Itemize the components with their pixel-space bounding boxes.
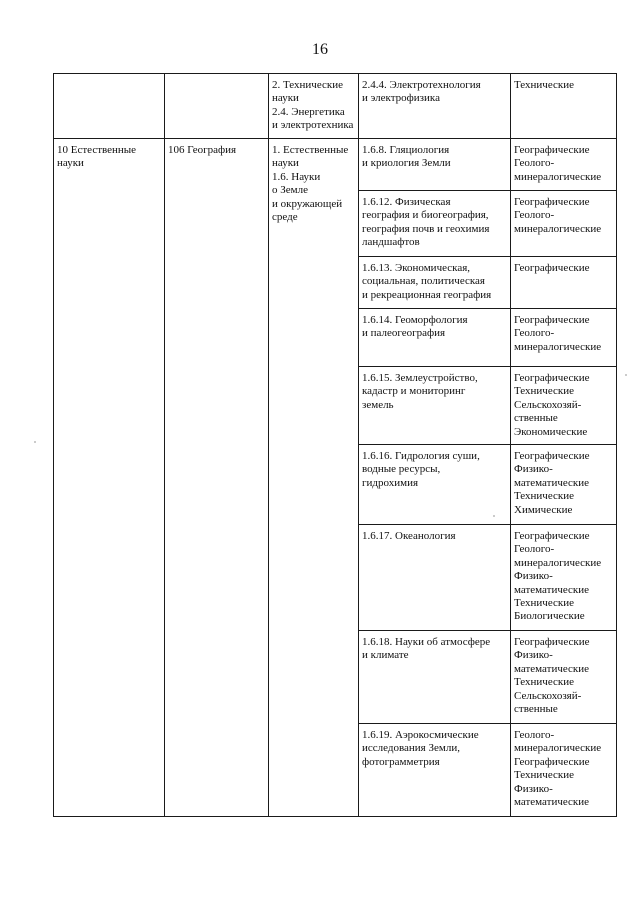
- fields-text: Технические: [514, 79, 574, 91]
- fields-cell: [511, 631, 617, 724]
- fields-text: Географические Технические Сельскохозяй- ственные Экономические: [514, 372, 590, 438]
- fields-cell: [511, 74, 617, 139]
- fields-text: Географические Физико- математические Технические Химические: [514, 450, 590, 516]
- area-text: 10 Естественные науки: [57, 144, 137, 170]
- fields-cell: [511, 445, 617, 525]
- table-row: [54, 74, 617, 139]
- group-text: 1. Естественные науки 1.6. Науки о Земле и окружающей среде: [272, 144, 349, 224]
- direction-text: 106 География: [168, 144, 237, 156]
- specialty-cell: [359, 724, 511, 817]
- specialty-text: 2.4.4. Электротехнология и электрофизика: [362, 79, 481, 105]
- specialties-table: [53, 73, 617, 817]
- fields-cell: [511, 139, 617, 191]
- page-number: 16: [312, 41, 328, 58]
- fields-cell: [511, 525, 617, 631]
- specialty-text: 1.6.15. Землеустройство, кадастр и мониторинг земель: [362, 372, 478, 411]
- specialty-cell: [359, 631, 511, 724]
- specialty-text: 1.6.14. Геоморфология и палеогеография: [362, 314, 468, 340]
- group-text: 2. Технические науки 2.4. Энергетика и электротехника: [272, 79, 354, 132]
- fields-cell: [511, 257, 617, 309]
- scan-speck: [493, 515, 495, 517]
- fields-cell: [511, 191, 617, 257]
- fields-text: Географические Геолого- минералогические: [514, 144, 602, 183]
- table-row: [54, 139, 617, 191]
- fields-text: Географические Физико- математические Технические Сельскохозяй- ственные: [514, 636, 590, 716]
- group-cell: [269, 139, 359, 817]
- specialty-cell: [359, 139, 511, 191]
- fields-cell: [511, 309, 617, 367]
- area-cell: [54, 139, 165, 817]
- fields-cell: [511, 367, 617, 445]
- fields-text: Геолого- минералогические Географические Технические Физико- математические: [514, 729, 602, 809]
- fields-text: Географические Геолого- минералогические Физико- математические Технические Биологические: [514, 530, 602, 623]
- specialty-text: 1.6.16. Гидрология суши, водные ресурсы, гидрохимия: [362, 450, 480, 489]
- specialty-cell: [359, 309, 511, 367]
- specialty-cell: [359, 367, 511, 445]
- fields-text: Географические Геолого- минералогические: [514, 314, 602, 353]
- direction-cell-empty: [165, 74, 269, 139]
- specialty-cell: [359, 74, 511, 139]
- scan-speck: [625, 374, 627, 376]
- specialty-text: 1.6.18. Науки об атмосфере и климате: [362, 636, 491, 662]
- fields-text: Географические Геолого- минералогические: [514, 196, 602, 235]
- specialty-text: 1.6.12. Физическая география и биогеография, география почв и геохимия ландшафтов: [362, 196, 490, 249]
- direction-cell: [165, 139, 269, 817]
- specialty-cell: [359, 525, 511, 631]
- group-cell: [269, 74, 359, 139]
- fields-cell: [511, 724, 617, 817]
- specialty-text: 1.6.17. Океанология: [362, 530, 456, 542]
- specialty-cell: [359, 445, 511, 525]
- specialty-text: 1.6.13. Экономическая, социальная, политическая и рекреационная география: [362, 262, 492, 301]
- fields-text: Географические: [514, 262, 590, 274]
- area-cell-empty: [54, 74, 165, 139]
- specialty-text: 1.6.19. Аэрокосмические исследования Земли, фотограмметрия: [362, 729, 479, 768]
- specialty-cell: [359, 191, 511, 257]
- scan-speck: [34, 441, 36, 443]
- specialty-text: 1.6.8. Гляциология и криология Земли: [362, 144, 451, 170]
- specialty-cell: [359, 257, 511, 309]
